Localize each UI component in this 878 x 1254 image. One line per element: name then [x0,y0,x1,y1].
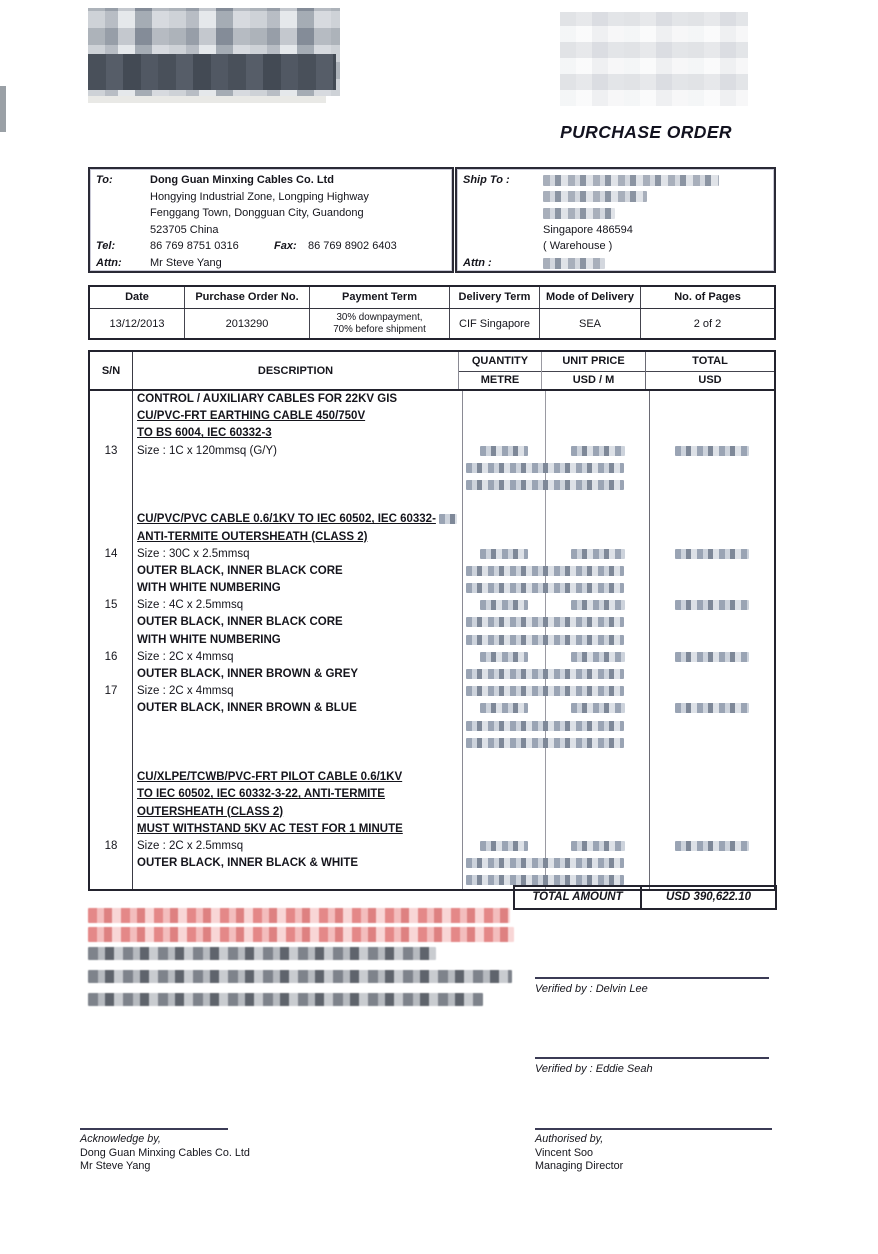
signature-line [80,1128,228,1130]
redacted-quantity [480,549,528,559]
item-description-text: Size : 2C x 4mmsq [137,650,234,663]
item-sn [90,632,133,649]
redacted-quantity [480,841,528,851]
item-total [650,546,774,563]
item-description [133,443,463,460]
item-total [650,529,774,546]
item-line [90,443,774,460]
item-description [133,632,463,649]
items-table [88,350,776,891]
item-description-text: MUST WITHSTAND 5KV AC TEST FOR 1 MINUTE [137,822,403,835]
items-table-body [90,391,774,889]
header-total-unit: USD [698,374,722,386]
item-description-text: CU/PVC/PVC CABLE 0.6/1KV TO IEC 60502, IEC 60332- [137,513,436,526]
redacted-delivery-split-note [466,617,624,627]
item-total [650,683,774,700]
item-sn [90,425,133,442]
item-line [90,494,774,511]
redacted-delivery-split-note [466,858,624,868]
item-sn [90,718,133,735]
header-description: DESCRIPTION [133,352,459,389]
header-sn: S/N [90,352,133,389]
redacted-delivery-split-note [466,669,624,679]
ship-to-address-box [455,167,776,273]
item-description [133,786,463,803]
redacted-quantity [480,703,528,713]
item-description-text: WITH WHITE NUMBERING [137,633,281,646]
ship-to-label: Ship To : [463,174,510,186]
item-unit-price [546,649,650,666]
redacted-quantity [480,652,528,662]
item-total [650,752,774,769]
header-quantity-unit: METRE [480,374,520,386]
item-sn [90,391,133,408]
redacted-total [675,841,749,851]
item-sn: 18 [90,838,133,855]
redacted-delivery-note-red-2 [88,927,514,942]
item-total [650,855,774,872]
order-info-table [88,285,776,340]
item-line [90,425,774,442]
item-sn [90,477,133,494]
item-sn: 13 [90,443,133,460]
order-info-header-cell: Delivery Term [450,287,540,308]
item-description-text: CONTROL / AUXILIARY CABLES FOR 22KV GIS [137,393,398,405]
redacted-delivery-split-note [466,738,624,748]
item-description [133,718,463,735]
item-line [90,511,774,528]
item-description-text: WITH WHITE NUMBERING [137,582,281,595]
item-description [133,735,463,752]
order-info-header-row [90,287,774,309]
item-description [133,529,463,546]
item-line [90,614,774,631]
item-total [650,804,774,821]
item-line [90,632,774,649]
item-line [90,580,774,597]
item-total [650,821,774,838]
item-sn: 16 [90,649,133,666]
item-line [90,700,774,717]
redacted-text-fragment [439,514,457,524]
item-quantity [463,580,546,597]
header-unit-price: UNIT PRICE [542,352,645,372]
item-sn [90,494,133,511]
order-info-header-cell: Purchase Order No. [185,287,310,308]
item-quantity [463,511,546,528]
item-line [90,821,774,838]
item-quantity [463,649,546,666]
item-quantity [463,529,546,546]
item-line [90,546,774,563]
item-description [133,649,463,666]
item-sn [90,769,133,786]
item-description [133,494,463,511]
item-unit-price [546,804,650,821]
item-quantity [463,443,546,460]
vendor-address-box [88,167,454,273]
item-description [133,683,463,700]
redacted-delivery-split-note [466,686,624,696]
vendor-address-line-3: 523705 China [150,223,219,236]
redacted-total [675,652,749,662]
redacted-quantity [480,446,528,456]
item-quantity [463,786,546,803]
item-description [133,700,463,717]
item-line [90,683,774,700]
item-line [90,838,774,855]
item-description-text: OUTERSHEATH (CLASS 2) [137,805,284,818]
item-description-text: ANTI-TERMITE OUTERSHEATH (CLASS 2) [137,530,368,543]
redacted-ship-line-2 [543,191,647,202]
order-info-header-cell: Date [90,287,185,308]
order-info-value-cell [310,309,450,338]
item-quantity [463,494,546,511]
item-line [90,391,774,408]
redacted-delivery-split-note [466,635,624,645]
redacted-unit-price [571,446,625,456]
order-info-value-row [90,309,774,338]
item-quantity [463,563,546,580]
item-total [650,408,774,425]
item-unit-price [546,494,650,511]
item-unit-price [546,408,650,425]
vendor-name: Dong Guan Minxing Cables Co. Ltd [150,174,334,186]
item-sn [90,700,133,717]
order-info-value-line: 70% before shipment [333,323,426,335]
scan-edge-artifact [0,86,6,132]
item-line [90,804,774,821]
item-total [650,511,774,528]
item-total [650,597,774,614]
item-description-text: Size : 2C x 2.5mmsq [137,839,244,852]
item-description [133,752,463,769]
ship-attn-label: Attn : [463,256,492,269]
item-total [650,614,774,631]
item-sn [90,460,133,477]
item-sn [90,580,133,597]
vendor-address-line-1: Hongying Industrial Zone, Longping Highway [150,190,369,203]
item-quantity [463,718,546,735]
item-line [90,718,774,735]
item-description [133,597,463,614]
item-total [650,425,774,442]
authorised-title: Managing Director [535,1160,624,1172]
verified-by-2: Verified by : Eddie Seah [535,1063,653,1075]
item-unit-price [546,425,650,442]
item-description-text: OUTER BLACK, INNER BROWN & BLUE [137,702,357,715]
item-unit-price [546,786,650,803]
ship-to-warehouse: ( Warehouse ) [543,240,613,253]
item-sn [90,529,133,546]
item-line [90,735,774,752]
redacted-unit-price [571,652,625,662]
item-description-text: Size : 2C x 4mmsq [137,685,234,698]
item-description [133,769,463,786]
item-unit-price [546,529,650,546]
item-sn [90,821,133,838]
item-quantity [463,735,546,752]
item-sn [90,563,133,580]
order-info-value-cell: 2 of 2 [693,317,722,330]
item-sn [90,614,133,631]
item-line [90,529,774,546]
page-title: PURCHASE ORDER [560,122,732,142]
redacted-unit-price [571,703,625,713]
order-info-header-cell: Payment Term [310,287,450,308]
order-info-value-line: 30% downpayment, [336,312,423,323]
item-description [133,563,463,580]
redacted-delivery-split-note [466,480,624,490]
item-description [133,804,463,821]
item-description [133,666,463,683]
redacted-ship-line-1 [543,175,719,186]
item-description [133,391,463,408]
item-unit-price [546,769,650,786]
item-quantity [463,769,546,786]
redacted-total [675,446,749,456]
acknowledge-company: Dong Guan Minxing Cables Co. Ltd [80,1146,250,1159]
item-total [650,718,774,735]
redacted-remark-1 [88,947,436,960]
item-description-text: CU/XLPE/TCWB/PVC-FRT PILOT CABLE 0.6/1KV [137,771,403,784]
acknowledge-name: Mr Steve Yang [80,1160,151,1172]
redacted-header-block [560,12,748,106]
item-total [650,494,774,511]
attn-label: Attn: [96,256,122,269]
item-sn [90,786,133,803]
item-sn [90,666,133,683]
item-line [90,752,774,769]
total-amount-row [513,885,777,910]
item-description [133,425,463,442]
item-line [90,666,774,683]
redacted-remark-3 [88,993,483,1006]
fax-label: Fax: [274,240,297,253]
signature-line [535,1057,769,1059]
order-info-header-cell: Mode of Delivery [540,287,641,308]
item-unit-price [546,391,650,408]
total-amount-value: USD 390,622.10 [642,885,777,910]
item-description [133,546,463,563]
item-line [90,786,774,803]
redacted-total [675,549,749,559]
item-description-text: OUTER BLACK, INNER BLACK CORE [137,616,343,629]
item-description [133,821,463,838]
item-description [133,855,463,872]
order-info-value-cell: CIF Singapore [450,309,540,338]
total-amount-label: TOTAL AMOUNT [513,885,642,910]
item-total [650,443,774,460]
item-total [650,477,774,494]
item-quantity [463,700,546,717]
item-description-text: OUTER BLACK, INNER BLACK CORE [137,564,343,577]
item-sn [90,804,133,821]
redacted-delivery-note-red-1 [88,908,510,923]
item-sn [90,511,133,528]
redacted-remark-2 [88,970,512,983]
item-description [133,614,463,631]
item-description [133,838,463,855]
item-total [650,580,774,597]
verified-by-1: Verified by : Delvin Lee [535,983,648,995]
redacted-delivery-split-note [466,875,624,885]
item-line [90,563,774,580]
item-description-text: TO BS 6004, IEC 60332-3 [137,427,272,440]
redacted-unit-price [571,549,625,559]
item-unit-price [546,821,650,838]
item-sn: 15 [90,597,133,614]
authorised-name: Vincent Soo [535,1146,594,1159]
item-description-text: Size : 4C x 2.5mmsq [137,599,244,612]
item-line [90,855,774,872]
vendor-attn: Mr Steve Yang [150,256,222,269]
item-quantity [463,632,546,649]
item-unit-price [546,443,650,460]
item-sn [90,872,133,889]
redacted-delivery-split-note [466,721,624,731]
item-unit-price [546,838,650,855]
item-line [90,769,774,786]
item-unit-price [546,752,650,769]
company-logo-redacted [88,8,340,96]
vendor-fax: 86 769 8902 6403 [308,240,397,253]
item-quantity [463,804,546,821]
verified-1-block [535,977,769,995]
order-info-header-cell: No. of Pages [674,291,741,303]
vendor-address-line-2: Fenggang Town, Dongguan City, Guandong [150,207,364,220]
item-quantity [463,752,546,769]
item-total [650,735,774,752]
item-total [650,563,774,580]
tel-label: Tel: [96,240,116,253]
item-quantity [463,425,546,442]
acknowledge-label: Acknowledge by, [80,1133,161,1145]
item-description-text: Size : 30C x 2.5mmsq [137,547,250,560]
item-unit-price [546,511,650,528]
item-quantity [463,614,546,631]
signature-line [535,1128,772,1130]
redacted-ship-line-3 [543,208,615,219]
item-description [133,460,463,477]
header-unit-price-unit: USD / M [572,374,615,386]
redacted-total [675,703,749,713]
items-table-header [90,352,774,391]
item-total [650,460,774,477]
item-description-text: TO IEC 60502, IEC 60332-3-22, ANTI-TERMITE [137,788,385,801]
item-quantity [463,855,546,872]
acknowledge-block [80,1128,340,1174]
item-description-text: OUTER BLACK, INNER BLACK & WHITE [137,857,359,870]
redacted-unit-price [571,600,625,610]
item-sn: 14 [90,546,133,563]
redacted-quantity [480,600,528,610]
ship-to-city: Singapore 486594 [543,223,633,236]
item-quantity [463,391,546,408]
item-unit-price [546,546,650,563]
item-total [650,838,774,855]
verified-2-block [535,1057,769,1075]
notes-block [88,908,518,1016]
authorised-block [535,1128,772,1174]
redacted-delivery-split-note [466,566,624,576]
item-sn [90,408,133,425]
order-info-value-cell: 13/12/2013 [90,309,185,338]
item-description [133,872,463,889]
signature-line [535,977,769,979]
item-line [90,477,774,494]
item-description [133,477,463,494]
item-quantity [463,408,546,425]
item-sn [90,855,133,872]
order-info-value-cell: SEA [540,309,641,338]
redacted-unit-price [571,841,625,851]
item-sn [90,752,133,769]
item-total [650,391,774,408]
item-quantity [463,460,546,477]
item-description [133,408,463,425]
item-line [90,460,774,477]
header-total: TOTAL [646,352,774,372]
redacted-total [675,600,749,610]
item-line [90,649,774,666]
item-total [650,649,774,666]
item-total [650,666,774,683]
item-description [133,511,463,528]
item-description-text: Size : 1C x 120mmsq (G/Y) [137,444,277,457]
item-line [90,597,774,614]
item-line [90,408,774,425]
item-sn [90,735,133,752]
redacted-ship-attn [543,258,605,269]
item-unit-price [546,700,650,717]
to-label: To: [96,174,113,186]
item-total [650,769,774,786]
item-sn: 17 [90,683,133,700]
item-quantity [463,683,546,700]
item-quantity [463,477,546,494]
item-description-text: OUTER BLACK, INNER BROWN & GREY [137,668,359,680]
item-description [133,580,463,597]
redacted-delivery-split-note [466,463,624,473]
item-description-text: CU/PVC-FRT EARTHING CABLE 450/750V [137,410,366,423]
item-total [650,786,774,803]
item-quantity [463,821,546,838]
vendor-tel: 86 769 8751 0316 [150,240,239,253]
header-quantity: QUANTITY [459,352,541,372]
item-quantity [463,666,546,683]
item-total [650,632,774,649]
item-quantity [463,597,546,614]
item-unit-price [546,597,650,614]
order-info-value-cell: 2013290 [185,309,310,338]
authorised-label: Authorised by, [535,1133,604,1145]
item-quantity [463,546,546,563]
redacted-delivery-split-note [466,583,624,593]
item-total [650,700,774,717]
item-quantity [463,838,546,855]
